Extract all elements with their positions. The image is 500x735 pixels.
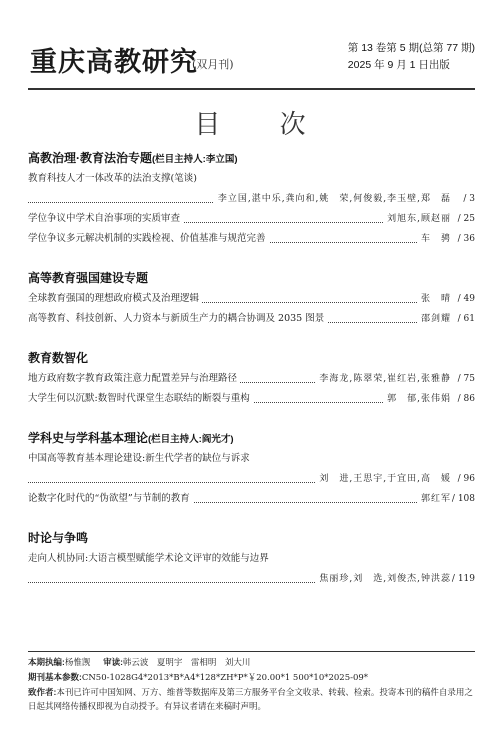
page-number: / 25 — [457, 214, 475, 224]
page-number: / 108 — [451, 494, 475, 504]
date-line: 2025 年 9 月 1 日出版 — [347, 59, 450, 71]
section-host: (栏目主持人:李立国) — [152, 154, 238, 165]
entry-meta — [417, 489, 475, 509]
notice-label: 致作者: — [28, 687, 57, 697]
issue-info — [348, 40, 475, 74]
page-number: / 119 — [451, 574, 475, 584]
toc-section — [28, 527, 475, 589]
section-title — [28, 267, 475, 289]
toc-section — [28, 427, 475, 509]
volume-line: 第 13 卷第 5 期(总第 77 期) — [347, 42, 475, 54]
toc-entry[interactable] — [28, 229, 475, 249]
section-host: (栏目主持人:阎光才) — [148, 434, 234, 445]
section-title — [28, 347, 475, 369]
toc-section — [28, 147, 475, 249]
section-title — [28, 427, 475, 449]
journal-title: 重庆高教研究 — [30, 47, 198, 78]
entry-meta — [315, 369, 475, 389]
entry-meta — [315, 569, 475, 589]
page-number: / 3 — [463, 194, 475, 204]
toc-section — [28, 347, 475, 409]
article-authors: 焦丽珍,刘 选,刘俊杰,钟洪蕊 — [319, 574, 451, 584]
article-title[interactable]: 学位争议多元解决机制的实践检视、价值基准与规范完善 — [28, 233, 269, 244]
section-title-text: 学科史与学科基本理论 — [28, 431, 149, 445]
entry-meta — [417, 229, 475, 249]
toc-entry[interactable] — [28, 369, 475, 389]
article-authors: 张 晴 — [420, 294, 451, 304]
toc-title: 目 次 — [194, 109, 332, 139]
toc-entry[interactable] — [28, 389, 475, 409]
entry-meta — [417, 289, 475, 309]
article-authors: 李海龙,陈翠荣,崔红岩,张雅静 — [319, 374, 451, 384]
entry-meta — [383, 209, 475, 229]
page-number: / 36 — [457, 234, 475, 244]
toc-entry[interactable] — [28, 289, 475, 309]
page-number: / 86 — [457, 394, 475, 404]
journal-frequency: (双月刊) — [192, 58, 234, 71]
section-title-text: 教育数智化 — [28, 351, 89, 365]
toc-entry[interactable] — [28, 489, 475, 509]
article-title[interactable]: 地方政府数字教育政策注意力配置差异与治理路径 — [28, 373, 240, 384]
entry-meta — [315, 469, 475, 489]
article-title[interactable]: 大学生何以沉默:数智时代课堂生态联结的断裂与重构 — [28, 393, 253, 404]
footer-params-row — [28, 670, 475, 685]
page-number: / 61 — [457, 314, 475, 324]
article-title[interactable]: 教育科技人才一体改革的法治支撑(笔谈) — [28, 173, 197, 184]
toc-entry[interactable] — [28, 309, 475, 329]
article-title[interactable]: 走向人机协同:大语言模型赋能学术论文评审的效能与边界 — [28, 553, 269, 564]
journal-header — [30, 40, 475, 85]
editor-label: 本期执编: — [28, 657, 65, 667]
article-title[interactable]: 高等教育、科技创新、人力资本与新质生产力的耦合协调及 2035 图景 — [28, 313, 327, 324]
article-title[interactable]: 学位争议中学术自治事项的实质审查 — [28, 213, 183, 224]
article-authors: 刘旭东,顾赵丽 — [387, 214, 451, 224]
article-title[interactable]: 全球教育强国的理想政府模式及治理逻辑 — [28, 293, 202, 304]
article-title[interactable]: 中国高等教育基本理论建设:新生代学者的缺位与诉求 — [28, 453, 250, 464]
section-title — [28, 527, 475, 549]
reviewer-names: 韩云波 夏明宇 雷相明 刘大川 — [122, 658, 251, 668]
toc-entry[interactable] — [28, 189, 475, 209]
section-title-text: 高等教育强国建设专题 — [28, 271, 149, 285]
toc-entry[interactable] — [28, 209, 475, 229]
section-title — [28, 147, 475, 169]
reviewer-label: 审读: — [103, 657, 123, 667]
article-authors: 郭 郁,张伟娟 — [387, 394, 451, 404]
footer-notice-row — [28, 685, 475, 714]
article-authors: 刘 进,王思宇,于宜田,高 媛 — [319, 474, 451, 484]
article-authors: 李立国,湛中乐,龚向和,姚 荣,何俊毅,李玉壁,郑 磊 — [217, 194, 451, 204]
entry-meta — [214, 189, 475, 209]
page-number: / 49 — [457, 294, 475, 304]
page-number: / 96 — [457, 474, 475, 484]
params-label: 期刊基本参数: — [28, 672, 82, 682]
entry-meta — [383, 389, 475, 409]
header-rule — [28, 88, 475, 90]
toc-section — [28, 267, 475, 329]
toc-entry[interactable] — [28, 469, 475, 489]
page-number: / 75 — [457, 374, 475, 384]
section-title-text: 高教治理·教育法治专题 — [28, 151, 152, 165]
article-title[interactable]: 论数字化时代的“伪欲望”与节制的教育 — [28, 493, 193, 504]
footer-editors-row — [28, 655, 475, 670]
params-value: CN50-1028G4*2013*B*A4*128*ZH*P*￥20.00*1 500*10*2025-09* — [81, 673, 369, 683]
section-title-text: 时论与争鸣 — [28, 531, 89, 545]
editor-name: 杨惟觊 — [64, 658, 91, 668]
table-of-contents — [28, 147, 475, 589]
footer — [28, 651, 475, 714]
toc-entry[interactable] — [28, 569, 475, 589]
entry-meta — [417, 309, 475, 329]
article-authors: 车 骋 — [420, 234, 451, 244]
notice-text: 本刊已许可中国知网、万方、维普等数据库及第三方服务平台全文收录、转载、检索。投寄本刊的稿件自录用之日起其网络传播权即视为自动授予。有异议者请在来稿时声明。 — [28, 688, 473, 712]
article-authors: 郭红军 — [420, 494, 451, 504]
article-authors: 邵剑耀 — [420, 314, 451, 324]
